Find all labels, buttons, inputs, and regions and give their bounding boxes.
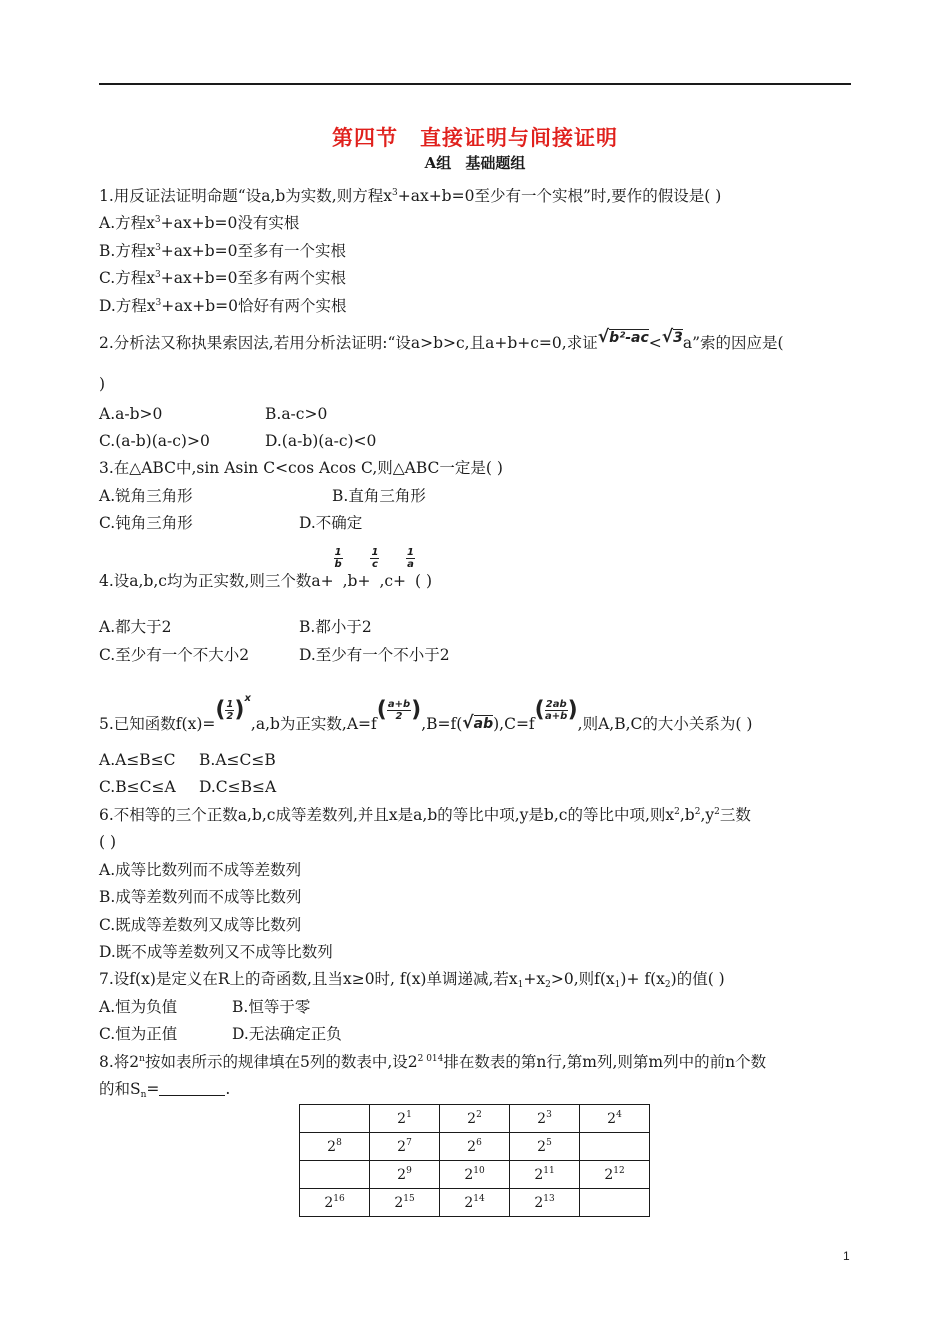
table-cell: $2^{14}$ — [440, 1189, 510, 1217]
q7-option-b: B.恒等于零 — [232, 998, 311, 1016]
q4-option-c: C.至少有一个不大小2 — [99, 646, 250, 664]
q6-option-a: A.成等比数列而不成等差数列 — [99, 861, 302, 879]
q4-option-d: D.至少有一个不小于2 — [299, 646, 450, 664]
radical-3: √3 — [661, 327, 683, 347]
q2-option-d: D.(a-b)(a-c)<0 — [265, 432, 377, 450]
radical-ab: √ab — [462, 713, 494, 733]
a-plus-b-over-2: ( $\frac{a+b}{2}$ ) — [376, 697, 422, 723]
q8-stem: 8.将2$^n$按如表所示的规律填在5列的数表中,设$2^{2 014}$排在数表的第n行,第m列,则第m列中的前n个数 — [99, 1053, 767, 1071]
table-cell: $2^1$ — [370, 1105, 440, 1133]
q6-option-c: C.既成等差数列又成等比数列 — [99, 916, 302, 934]
q2-option-a: A.a-b>0 — [99, 405, 163, 423]
q5-option-c: C.B≤C≤A — [99, 778, 176, 796]
q7-option-d: D.无法确定正负 — [232, 1025, 342, 1043]
table-cell: $2^{13}$ — [510, 1189, 580, 1217]
table-cell: $2^{12}$ — [580, 1161, 650, 1189]
q1-option-a: A.方程$x^3+ax+b=0$没有实根 — [99, 214, 300, 232]
q4-option-a: A.都大于2 — [99, 618, 172, 636]
q4-stem: 4.设a,b,c均为正实数,则三个数a+ $\frac{1}{b}$ ,b+ $\frac{1}{c}$ ,c+ $\frac{1}{a}$ ( ) — [99, 547, 433, 590]
table-cell: $2^{11}$ — [510, 1161, 580, 1189]
q2-paren: ) — [99, 375, 106, 393]
q3-option-d: D.不确定 — [299, 514, 363, 532]
q5-option-b: B.A≤C≤B — [199, 751, 276, 769]
half-power-x: ( $\frac{1}{2}$ )$^x$ — [215, 693, 251, 723]
q5-option-a: A.A≤B≤C — [99, 751, 176, 769]
q3-option-a: A.锐角三角形 — [99, 487, 193, 505]
q1-stem: 1.用反证法证明命题“设a,b为实数,则方程$x^3+ax+b=0$至少有一个实根”时,要作的假设是( ) — [99, 187, 722, 205]
header-rule — [99, 83, 851, 85]
table-row — [300, 1161, 650, 1189]
table-cell: $2^2$ — [440, 1105, 510, 1133]
power-table — [299, 1104, 650, 1217]
q7-option-c: C.恒为正值 — [99, 1025, 178, 1043]
table-cell: $2^7$ — [370, 1133, 440, 1161]
fraction-1-over-b: $\frac{1}{b}$ — [334, 547, 342, 570]
table-cell — [580, 1189, 650, 1217]
q3-option-c: C.钝角三角形 — [99, 514, 193, 532]
table-cell: $2^6$ — [440, 1133, 510, 1161]
table-cell: $2^{16}$ — [300, 1189, 370, 1217]
q5-option-d: D.C≤B≤A — [199, 778, 277, 796]
table-row — [300, 1189, 650, 1217]
page-number: 1 — [843, 1249, 850, 1263]
q1-option-c: C.方程$x^3+ax+b=0$至多有两个实根 — [99, 269, 346, 287]
q7-stem: 7.设f(x)是定义在R上的奇函数,且当x≥0时, f(x)单调递减,若$x_1+x_2>0$,则$f(x_1)+ f(x_2)$的值( ) — [99, 970, 725, 990]
q6-option-b: B.成等差数列而不成等比数列 — [99, 888, 302, 906]
table-cell: $2^8$ — [300, 1133, 370, 1161]
q7-option-a: A.恒为负值 — [99, 998, 178, 1016]
fraction-1-over-c: $\frac{1}{c}$ — [371, 547, 379, 570]
section-title: 第四节 直接证明与间接证明 — [332, 125, 618, 150]
table-cell: $2^{10}$ — [440, 1161, 510, 1189]
q1-option-b: B.方程$x^3+ax+b=0$至多有一个实根 — [99, 242, 347, 260]
group-subtitle: A组 基础题组 — [424, 154, 526, 172]
table-cell: $2^{15}$ — [370, 1189, 440, 1217]
q3-stem: 3.在△ABC中,sin Asin C<cos Acos C,则△ABC一定是( ) — [99, 459, 503, 477]
q5-stem: 5.已知函数f(x)=( $\frac{1}{2}$ )$^x$,a,b为正实数,A=f( $\frac{a+b}{2}$ ),B=f(√ab),C=f( $\frac{2ab}{a+b}$ ),则A,B,C的大小关系为( ) — [99, 703, 752, 736]
table-cell — [580, 1133, 650, 1161]
table-cell: $2^5$ — [510, 1133, 580, 1161]
q6-paren: ( ) — [99, 833, 117, 851]
q2-stem: 2.分析法又称执果索因法,若用分析法证明:“设a>b>c,且a+b+c=0,求证√b²-ac<√3a”索的因应是( — [99, 327, 784, 352]
table-cell: $2^4$ — [580, 1105, 650, 1133]
q1-option-d: D.方程$x^3+ax+b=0$恰好有两个实根 — [99, 297, 347, 315]
q8-stem-cont: 的和$S_n=$ . — [99, 1080, 231, 1100]
fraction-1-over-a: $\frac{1}{a}$ — [407, 547, 415, 570]
table-cell: $2^3$ — [510, 1105, 580, 1133]
answer-blank[interactable] — [159, 1081, 225, 1096]
q2-option-b: B.a-c>0 — [265, 405, 328, 423]
table-row — [300, 1105, 650, 1133]
radical-b2-ac: √b²-ac — [597, 327, 649, 347]
q4-option-b: B.都小于2 — [299, 618, 372, 636]
q3-option-b: B.直角三角形 — [332, 487, 426, 505]
2ab-over-a-plus-b: ( $\frac{2ab}{a+b}$ ) — [534, 697, 578, 723]
q6-option-d: D.既不成等差数列又不成等比数列 — [99, 943, 333, 961]
table-row — [300, 1133, 650, 1161]
q6-stem: 6.不相等的三个正数a,b,c成等差数列,并且x是a,b的等比中项,y是b,c的等比中项,则$x^2,b^2,y^2$三数 — [99, 806, 751, 824]
table-cell: $2^9$ — [370, 1161, 440, 1189]
table-cell — [300, 1105, 370, 1133]
table-cell — [300, 1161, 370, 1189]
q2-option-c: C.(a-b)(a-c)>0 — [99, 432, 210, 450]
